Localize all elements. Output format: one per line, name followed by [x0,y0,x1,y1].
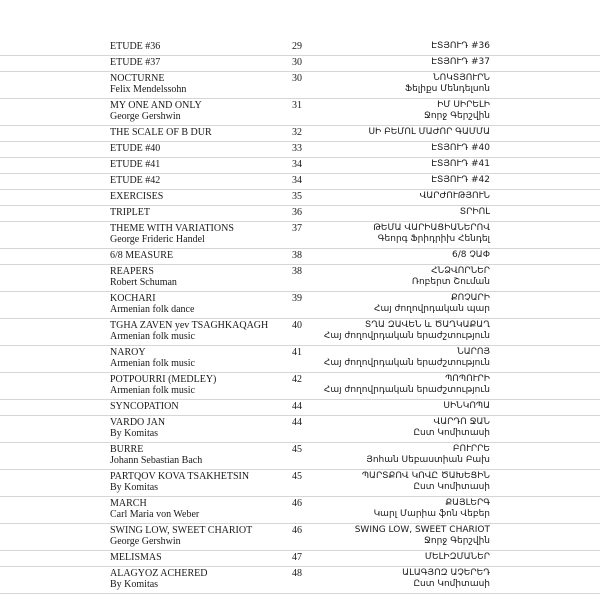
entry-english [110,223,280,245]
entry-armenian [290,320,490,342]
entry-title: MARCH [110,498,147,509]
entry-page-number: 45 [292,471,302,482]
entry-title-armenian: ՍԻ ԲԵՄՈԼ ՄԱԺՈՐ ԳԱՄՄԱ [368,127,490,137]
entry-page-number: 38 [292,266,302,277]
entry-page-number: 34 [292,175,302,186]
entry-page-number: 33 [292,143,302,154]
toc-row [0,524,600,551]
entry-armenian [290,127,490,138]
entry-page-number: 46 [292,525,302,536]
entry-page-number: 44 [292,417,302,428]
entry-page-number: 44 [292,401,302,412]
entry-title-armenian: ԷՏՅՈՒԴ #41 [431,159,490,169]
toc-row [0,222,600,249]
entry-page-number: 38 [292,250,302,261]
toc-row [0,72,600,99]
entry-english [110,250,280,261]
entry-page-number: 36 [292,207,302,218]
toc-row [0,126,600,142]
entry-armenian [290,374,490,396]
toc-row [0,99,600,126]
entry-armenian [290,73,490,95]
entry-english [110,374,280,396]
entry-armenian [290,159,490,170]
entry-page-number: 30 [292,57,302,68]
entry-english [110,552,280,563]
entry-title-armenian: ԱԼԱԳՅՈԶ ԱՉԵՐԵԴ [402,568,490,578]
entry-title: MELISMAS [110,552,162,563]
toc-row [0,551,600,567]
entry-composer-armenian: Հայ ժողովրդական երաժշտություն [323,331,490,341]
entry-english [110,191,280,202]
entry-composer-armenian: Կարլ Մարիա ֆոն Վեբեր [373,509,490,519]
entry-composer: George Gershwin [110,536,181,547]
entry-english [110,143,280,154]
entry-page-number: 34 [292,159,302,170]
entry-english [110,498,280,520]
entry-armenian [290,293,490,315]
entry-armenian [290,471,490,493]
entry-page-number: 48 [292,568,302,579]
entry-english [110,525,280,547]
entry-title-armenian: ՎԱՐԴՈ ՋԱՆ [433,417,490,427]
entry-composer: Armenian folk dance [110,304,195,315]
entry-composer-armenian: Հայ ժողովրդական երաժշտություն [323,358,490,368]
entry-page-number: 40 [292,320,302,331]
entry-title: EXERCISES [110,191,164,202]
entry-english [110,73,280,95]
entry-title: SWING LOW, SWEET CHARIOT [110,525,253,536]
toc-row [0,56,600,72]
entry-composer: Armenian folk music [110,358,195,369]
entry-title-armenian: ՊԱՐՏՔՈՎ ԿՈՎԸ ԾԱԽԵՑԻՆ [361,471,490,481]
table-of-contents [0,40,600,594]
entry-armenian [290,175,490,186]
entry-composer-armenian: Ջորջ Գերշվին [423,536,490,546]
entry-english [110,266,280,288]
entry-title: ALAGYOZ ACHERED [110,568,208,579]
entry-title: ETUDE #40 [110,143,161,154]
entry-title-armenian: ՍԻՆԿՈՊԱ [443,401,490,411]
toc-row [0,174,600,190]
entry-title: ETUDE #42 [110,175,161,186]
entry-title: ETUDE #41 [110,159,161,170]
entry-title-armenian: ՆՈԿՏՅՈՒՐՆ [433,73,490,83]
entry-page-number: 37 [292,223,302,234]
entry-armenian [290,57,490,68]
entry-armenian [290,250,490,261]
entry-composer: By Komitas [110,428,159,439]
entry-composer-armenian: Ըստ Կոմիտասի [413,579,490,589]
entry-title: ETUDE #36 [110,41,161,52]
toc-row [0,373,600,400]
entry-page-number: 42 [292,374,302,385]
entry-title: TGHA ZAVEN yev TSAGHKAQAGH [110,320,269,331]
entry-english [110,207,280,218]
entry-title: BURRE [110,444,144,455]
entry-armenian [290,417,490,439]
entry-english [110,127,280,138]
toc-row [0,292,600,319]
entry-title-armenian: ԹԵՄԱ ՎԱՐԻԱՑԻԱՆԵՐՈՎ [373,223,490,233]
entry-title-armenian: ՏՐԻՈԼ [459,207,490,217]
entry-page-number: 41 [292,347,302,358]
toc-row [0,265,600,292]
entry-title: THEME WITH VARIATIONS [110,223,234,234]
entry-composer: Armenian folk music [110,385,195,396]
entry-english [110,100,280,122]
entry-title-armenian: ԷՏՅՈՒԴ #42 [431,175,490,185]
entry-english [110,471,280,493]
entry-title: THE SCALE OF B DUR [110,127,212,138]
entry-title: 6/8 MEASURE [110,250,174,261]
entry-composer-armenian: Ռոբերտ Շուման [411,277,490,287]
toc-row [0,40,600,56]
entry-composer: By Komitas [110,482,159,493]
entry-armenian [290,100,490,122]
entry-page-number: 45 [292,444,302,455]
toc-row [0,400,600,416]
entry-title: PARTQOV KOVA TSAKHETSIN [110,471,250,482]
entry-title-armenian: ԻՄ ՍԻՐԵԼԻ [437,100,490,110]
entry-page-number: 35 [292,191,302,202]
toc-row [0,443,600,470]
entry-armenian [290,191,490,202]
entry-page-number: 47 [292,552,302,563]
entry-page-number: 31 [292,100,302,111]
entry-title: TRIPLET [110,207,150,218]
entry-page-number: 29 [292,41,302,52]
entry-armenian [290,347,490,369]
entry-armenian [290,552,490,563]
entry-english [110,41,280,52]
entry-english [110,417,280,439]
entry-title-armenian: ՄԵԼԻԶՄԱՆԵՐ [424,552,490,562]
entry-english [110,444,280,466]
toc-row [0,497,600,524]
entry-title: MY ONE AND ONLY [110,100,202,111]
entry-title: NOCTURNE [110,73,165,84]
entry-composer-armenian: Գեորգ Ֆրիդրիխ Հենդել [377,234,490,244]
entry-composer-armenian: Ըստ Կոմիտասի [413,482,490,492]
entry-composer: George Gershwin [110,111,181,122]
toc-row [0,416,600,443]
entry-title-armenian: ԷՏՅՈՒԴ #37 [431,57,490,67]
entry-title: REAPERS [110,266,154,277]
entry-composer-armenian: Հայ ժողովրդական պար [374,304,490,314]
entry-armenian [290,568,490,590]
entry-composer-armenian: Ըստ Կոմիտասի [413,428,490,438]
entry-armenian [290,143,490,154]
entry-title-armenian: ԲՈՒՐՐԵ [452,444,490,454]
entry-english [110,159,280,170]
entry-armenian [290,401,490,412]
toc-row [0,346,600,373]
entry-armenian [290,498,490,520]
entry-page-number: 39 [292,293,302,304]
entry-composer: Johann Sebastian Bach [110,455,203,466]
toc-row [0,470,600,497]
entry-title: VARDO JAN [110,417,166,428]
entry-title: POTPOURRI (MEDLEY) [110,374,217,385]
entry-title: NAROY [110,347,146,358]
entry-english [110,347,280,369]
entry-title-armenian: ՔԱՅԼԵՐԳ [445,498,490,508]
entry-title-armenian: SWING LOW, SWEET CHARIOT [354,525,490,535]
toc-row [0,142,600,158]
entry-english [110,57,280,68]
entry-english [110,293,280,315]
toc-row [0,249,600,265]
entry-armenian [290,207,490,218]
entry-title-armenian: ՀՆՁՎՈՐՆԵՐ [431,266,490,276]
entry-title: KOCHARI [110,293,156,304]
entry-title-armenian: 6/8 ՉԱՓ [452,250,490,260]
entry-composer-armenian: Ֆելիքս Մենդելսոն [404,84,490,94]
entry-title-armenian: ՔՈՉԱՐԻ [450,293,490,303]
entry-english [110,320,280,342]
entry-title-armenian: ՆԱՐՈՅ [457,347,490,357]
entry-composer: Armenian folk music [110,331,195,342]
entry-title-armenian: ՏՂԱ ԶԱՎԵՆ և ԾԱՂԿԱՔԱՂ [364,320,490,330]
entry-title: SYNCOPATION [110,401,179,412]
entry-armenian [290,41,490,52]
entry-english [110,175,280,186]
toc-row [0,190,600,206]
entry-armenian [290,266,490,288]
entry-title-armenian: ՊՈՊՈՒՐԻ [445,374,490,384]
entry-title-armenian: ԷՏՅՈՒԴ #40 [431,143,490,153]
toc-row [0,567,600,594]
entry-page-number: 46 [292,498,302,509]
entry-title: ETUDE #37 [110,57,161,68]
entry-title-armenian: ՎԱՐԺՈՒԹՅՈՒՆ [419,191,490,201]
entry-title-armenian: ԷՏՅՈՒԴ #36 [431,41,490,51]
entry-armenian [290,444,490,466]
toc-row [0,158,600,174]
entry-composer-armenian: Հայ ժողովրդական երաժշտություն [323,385,490,395]
entry-composer-armenian: Յոհան Սեբաստիան Բախ [366,455,490,465]
toc-row [0,319,600,346]
entry-composer: By Komitas [110,579,159,590]
entry-composer: Robert Schuman [110,277,177,288]
entry-composer-armenian: Ջորջ Գերշվին [423,111,490,121]
entry-armenian [290,223,490,245]
entry-english [110,401,280,412]
entry-page-number: 32 [292,127,302,138]
entry-page-number: 30 [292,73,302,84]
entry-composer: Carl Maria von Weber [110,509,200,520]
entry-armenian [290,525,490,547]
entry-composer: George Frideric Handel [110,234,205,245]
toc-row [0,206,600,222]
entry-composer: Felix Mendelssohn [110,84,187,95]
entry-english [110,568,280,590]
